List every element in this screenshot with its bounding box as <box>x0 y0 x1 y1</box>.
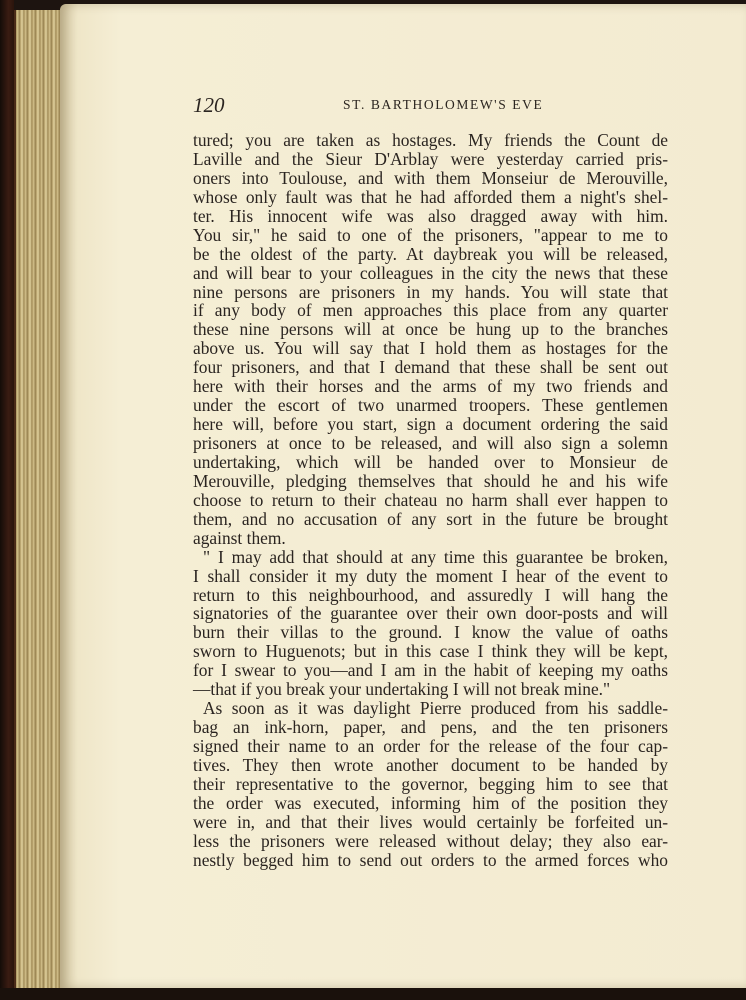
text-line: under the escort of two unarmed troopers. These gentlemen <box>193 395 668 416</box>
text-line: less the prisoners were released without delay; they also ear- <box>193 830 668 851</box>
text-line: I shall consider it my duty the moment I hear of the event to <box>193 565 668 586</box>
text-line: sworn to Huguenots; but in this case I think they will be kept, <box>193 641 668 662</box>
text-line: tives. They then wrote another document to be handed by <box>193 754 668 775</box>
text-line: —that if you break your undertaking I will not break mine." <box>193 679 611 700</box>
text-line: here will, before you start, sign a document ordering the said <box>193 414 668 435</box>
text-line: return to this neighbourhood, and assuredly I will hang the <box>193 584 668 605</box>
text-line: Merouville, pledging themselves that should he and his wife <box>193 470 668 491</box>
book-spine <box>0 0 14 1000</box>
text-line: for I swear to you—and I am in the habit of keeping my oaths <box>193 660 668 681</box>
bottom-edge <box>0 988 746 1000</box>
page-number: 120 <box>193 93 225 117</box>
text-line: prisoners at once to be released, and will also sign a solemn <box>193 433 668 453</box>
text-line: oners into Toulouse, and with them Monseiur de Merouville, <box>193 167 668 188</box>
text-line: these nine persons will at once be hung up to the branches <box>193 319 668 340</box>
text-line: Laville and the Sieur D'Arblay were yesterday carried pris- <box>193 148 668 169</box>
text-line: whose only fault was that he had afforded them a night's shel- <box>193 186 668 207</box>
text-line: the order was executed, informing him of the position they <box>193 792 668 813</box>
text-line: You sir," he said to one of the prisoners, "appear to me to <box>193 224 668 245</box>
text-line: their representative to the governor, begging him to see that <box>193 773 668 794</box>
text-line: undertaking, which will be handed over to Monsieur de <box>193 451 668 472</box>
text-line: As soon as it was daylight Pierre produced from his saddle- <box>203 698 668 719</box>
text-line: here with their horses and the arms of my two friends and <box>193 376 668 397</box>
text-line: were in, and that their lives would certainly be forfeited un- <box>193 811 668 832</box>
text-line: them, and no accusation of any sort in the future be brought <box>193 508 668 529</box>
text-line: above us. You will say that I hold them as hostages for the <box>193 338 668 359</box>
text-line: ter. His innocent wife was also dragged away with him. <box>193 205 668 226</box>
text-line: four prisoners, and that I demand that these shall be sent out <box>193 357 668 378</box>
body-text <box>193 131 668 870</box>
running-head: ST. BARTHOLOMEW'S EVE <box>343 97 544 112</box>
text-line: choose to return to their chateau no harm shall ever happen to <box>193 489 668 510</box>
text-line: " I may add that should at any time this guarantee be broken, <box>203 546 668 567</box>
text-line: be the oldest of the party. At daybreak you will be released, <box>193 243 668 264</box>
text-line: against them. <box>193 527 286 548</box>
text-line: if any body of men approaches this place from any quarter <box>193 300 668 321</box>
text-line: bag an ink-horn, paper, and pens, and the ten prisoners <box>193 717 668 738</box>
text-line: signatories of the guarantee over their own door-posts and will <box>193 603 668 624</box>
page-header <box>193 93 668 115</box>
text-line: signed their name to an order for the release of the four cap- <box>193 736 668 756</box>
text-line: tured; you are taken as hostages. My friends the Count de <box>193 130 668 150</box>
text-line: nestly begged him to send out orders to the armed forces who <box>193 849 668 870</box>
text-line: burn their villas to the ground. I know the value of oaths <box>193 622 668 643</box>
text-line: and will bear to your colleagues in the city the news that these <box>193 262 668 283</box>
text-line: nine persons are prisoners in my hands. You will state that <box>193 281 668 302</box>
